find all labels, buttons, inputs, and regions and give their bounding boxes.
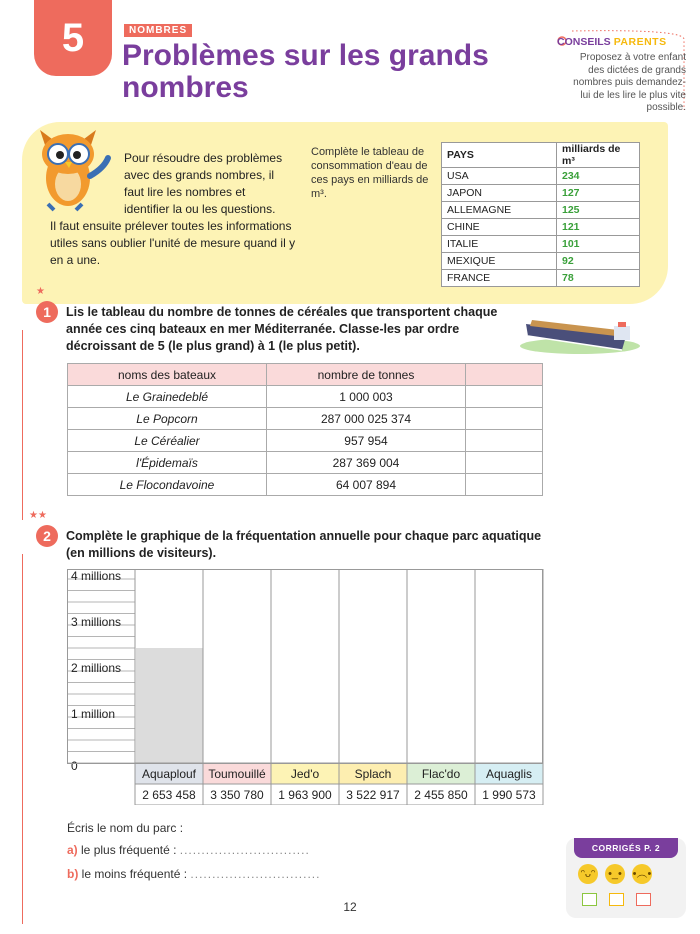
rule-paragraph-2: Il faut ensuite prélever toutes les informations utiles sans oublier l'unité de mesure quand il y en a une. [50,219,296,267]
country-cell: USA [442,168,557,185]
value-cell: 127 [557,185,640,202]
sad-face-icon: •︵• [632,864,652,884]
conseils-parents-text: Proposez à votre enfant des dictées de grands nombres puis demandez-lui de les lire le plus vite possible. [573,52,686,113]
boat-name-cell: l'Épidemaïs [68,452,267,474]
table-header-row [68,364,543,386]
table-row [68,386,543,408]
category-label: Toumouillé [208,767,266,781]
header-cell: nombre de tonnes [267,364,466,386]
header-cell: noms des bateaux [68,364,267,386]
visitors-label: 1 963 900 [278,788,332,802]
star-icon: ★★ [29,510,47,521]
header-cell: PAYS [442,143,557,168]
answer-a-label: a) [67,843,78,857]
country-cell: ALLEMAGNE [442,202,557,219]
cargo-boat-icon [518,306,646,358]
exercise-2-number: 2 [36,525,58,547]
y-tick-label: 4 millions [71,569,122,583]
category-label: Flac'do [421,767,461,781]
exercise-1-number: 1 [36,301,58,323]
answer-a-line [67,843,310,857]
water-consumption-table [441,142,640,287]
boat-name-cell: Le Flocondavoine [68,474,267,496]
answer-b-field[interactable]: .............................. [190,867,321,881]
country-cell: CHINE [442,219,557,236]
table-row [442,253,640,270]
country-cell: FRANCE [442,270,557,287]
visitors-label: 3 350 780 [210,788,264,802]
exercise-1-instruction: Lis le tableau du nombre de tonnes de céréales que transportent chaque année ces cinq bateaux en mer Méditerranée. Classe-les par ordre décroissant de 5 (le plus grand) à 1 (le plus petit). [66,305,498,353]
category-tag: NOMBRES [124,24,192,37]
value-cell: 78 [557,270,640,287]
boats-table [67,363,543,496]
visitors-label: 2 455 850 [414,788,468,802]
country-cell: MEXIQUE [442,253,557,270]
category-label: Aquaglis [485,767,533,781]
star-icon: ★ [36,286,45,297]
answer-a-field[interactable]: .............................. [179,843,310,857]
page-number: 12 [343,900,357,914]
category-label: Aquaplouf [141,767,197,781]
answer-b-line [67,867,320,881]
table-row [442,185,640,202]
visitors-bar-chart [67,569,545,805]
tonnes-cell: 287 369 004 [267,452,466,474]
rank-answer-cell[interactable] [466,408,543,430]
table-row [442,168,640,185]
table-row [442,202,640,219]
exercise-1-margin-line [22,330,23,520]
happy-face-icon: ᵔᴗᵔ [578,864,598,884]
boat-name-cell: Le Céréalier [68,430,267,452]
table-row [442,219,640,236]
value-cell: 101 [557,236,640,253]
y-tick-label: 1 million [71,707,116,721]
tonnes-cell: 64 007 894 [267,474,466,496]
conseils-parents-title [557,36,667,48]
header-cell: milliards de m³ [557,143,640,168]
value-cell: 121 [557,219,640,236]
tonnes-cell: 957 954 [267,430,466,452]
visitors-label: 3 522 917 [346,788,400,802]
answer-b-label: b) [67,867,79,881]
category-label: Jed'o [290,767,320,781]
parents-label: PARENTS [613,36,667,48]
exercise-2-margin-line [22,554,23,924]
table-row [68,408,543,430]
table-row [68,430,543,452]
example-instruction: Complète le tableau de consommation d'eau de ces pays en milliards de m³. [311,146,429,200]
visitors-label: 2 653 458 [142,788,196,802]
value-cell: 92 [557,253,640,270]
table-row [442,236,640,253]
tonnes-cell: 1 000 003 [267,386,466,408]
y-tick-label: 0 [71,759,78,773]
country-cell: JAPON [442,185,557,202]
write-park-intro: Écris le nom du parc : [67,821,184,835]
header-cell [466,364,543,386]
table-row [68,452,543,474]
rank-answer-cell[interactable] [466,452,543,474]
boat-name-cell: Le Popcorn [68,408,267,430]
rank-answer-cell[interactable] [466,430,543,452]
y-tick-label: 3 millions [71,615,122,629]
bar [136,648,203,763]
corriges-label: CORRIGÉS P. 2 [574,838,678,858]
value-cell: 125 [557,202,640,219]
boat-name-cell: Le Grainedeblé [68,386,267,408]
table-row [68,474,543,496]
rule-paragraph-1: Pour résoudre des problèmes avec des grands nombres, il faut lire les nombres et identifier la ou les questions. [124,151,283,216]
value-cell: 234 [557,168,640,185]
neutral-face-icon: •_• [605,864,625,884]
table-header-row [442,143,640,168]
y-tick-label: 2 millions [71,661,122,675]
exercise-2-instruction: Complète le graphique de la fréquentation annuelle pour chaque parc aquatique (en millions de visiteurs). [66,529,542,560]
category-label: Splach [354,767,392,781]
country-cell: ITALIE [442,236,557,253]
answer-b-text: le moins fréquenté : [81,867,188,881]
visitors-label: 1 990 573 [482,788,536,802]
page-title: Problèmes sur les grands nombres [122,39,489,104]
owl-mascot-icon [32,118,112,218]
lesson-number-badge: 5 [34,0,112,76]
rank-answer-cell[interactable] [466,474,543,496]
table-row [442,270,640,287]
answer-a-text: le plus fréquenté : [81,843,177,857]
rank-answer-cell[interactable] [466,386,543,408]
conseils-label: CONSEILS [557,36,611,48]
tonnes-cell: 287 000 025 374 [267,408,466,430]
